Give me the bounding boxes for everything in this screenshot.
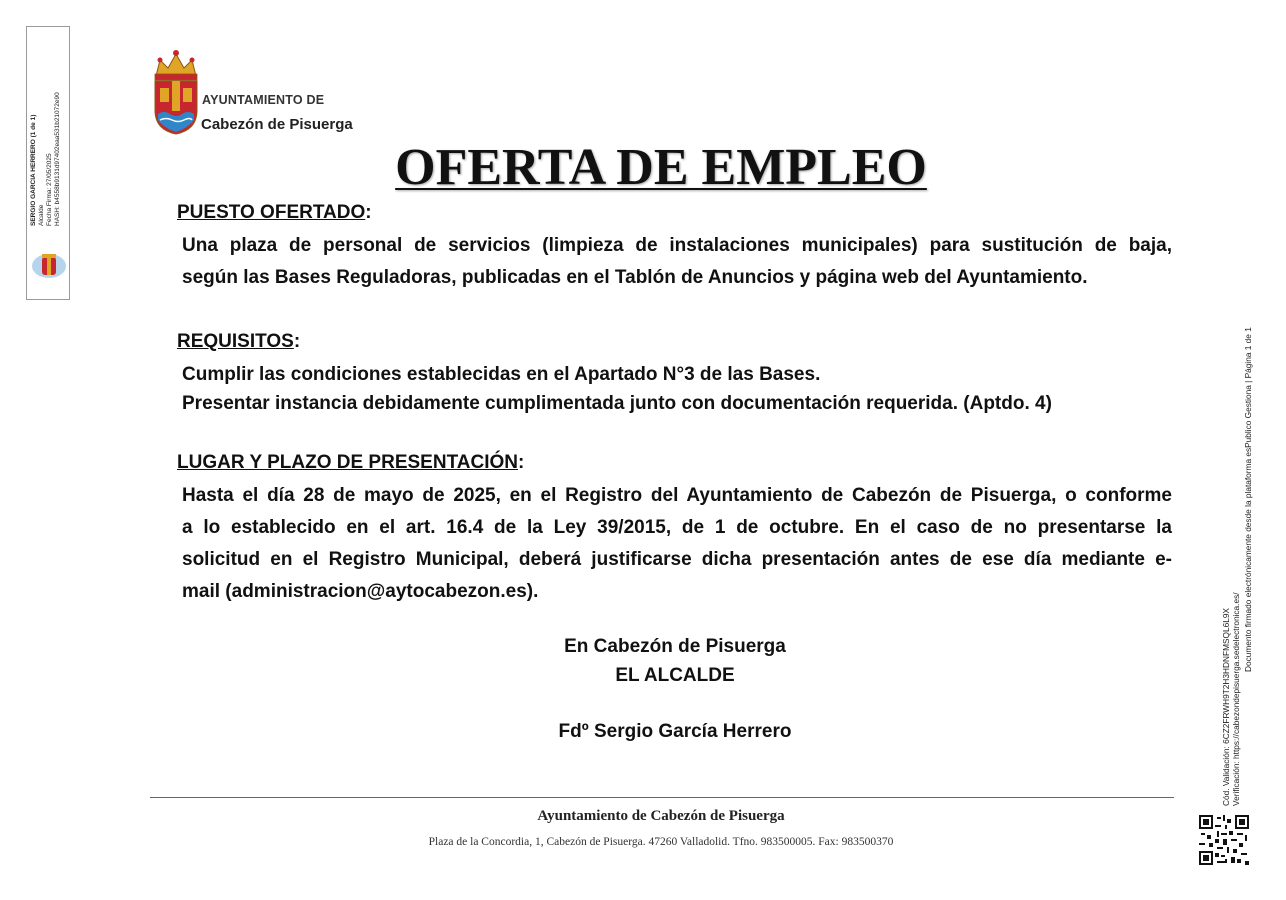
section-body-lugar <box>182 480 1172 608</box>
footer-organization: Ayuntamiento de Cabezón de Pisuerga <box>537 808 785 824</box>
heading-text: REQUISITOS <box>177 331 294 352</box>
body-line: solicitud en el Registro Municipal, deberá justificarse dicha presentación antes de ese día mediante e- <box>182 549 1172 570</box>
logo-subtitle: Cabezón de Pisuerga <box>201 116 353 133</box>
footer-address: Plaza de la Concordia, 1, Cabezón de Pisuerga. 47260 Valladolid. Tfno. 983500005. Fax: 983500370 <box>428 836 894 848</box>
signature-role: EL ALCALDE <box>615 665 735 686</box>
body-line: según las Bases Reguladoras, publicadas en el Tablón de Anuncios y página web del Ayuntamiento. <box>182 267 1088 288</box>
section-body-requisitos <box>182 360 1172 418</box>
validation-url[interactable]: Verificación: https://cabezondepisuerga.sedelectronica.es/ <box>1230 592 1241 806</box>
logo-title: AYUNTAMIENTO DE <box>202 93 325 107</box>
heading-text: PUESTO OFERTADO <box>177 202 366 223</box>
footer-divider <box>150 797 1174 798</box>
document-title: OFERTA DE EMPLEO <box>395 139 927 196</box>
validation-platform: Documento firmado electrónicamente desde la plataforma esPublico Gestiona | Página 1 de 1 <box>1243 327 1253 672</box>
validation-block <box>1222 592 1241 806</box>
signature-place: En Cabezón de Pisuerga <box>564 636 786 657</box>
body-line: Una plaza de personal de servicios (limpieza de instalaciones municipales) para sustitución de baja, <box>182 235 1172 256</box>
signer-role: Alcalde <box>38 204 45 226</box>
small-crest-icon <box>30 252 68 280</box>
body-line: a lo establecido en el art. 16.4 de la Ley 39/2015, de 1 de octubre. En el caso de no presentarse la <box>182 517 1172 538</box>
section-heading-lugar: LUGAR Y PLAZO DE PRESENTACIÓN: <box>177 452 525 473</box>
body-line: Presentar instancia debidamente cumplimentada junto con documentación requerida. (Aptdo. 4) <box>182 393 1052 414</box>
section-heading-requisitos: REQUISITOS: <box>177 331 301 352</box>
qr-code-icon <box>1199 815 1249 865</box>
signature-hash: HASH: b4558b9131d97402eaa531b21072e90 <box>54 92 61 226</box>
coat-of-arms-icon <box>150 48 202 136</box>
signature-date: Fecha Firma: 27/05/2025 <box>46 153 53 226</box>
section-body-puesto <box>182 230 1172 294</box>
heading-text: LUGAR Y PLAZO DE PRESENTACIÓN <box>177 452 518 473</box>
body-line: Cumplir las condiciones establecidas en el Apartado N°3 de las Bases. <box>182 364 821 385</box>
section-heading-puesto: PUESTO OFERTADO: <box>177 202 372 223</box>
signer-name: SERGIO GARCIA HERRERO (1 de 1) <box>30 114 37 226</box>
signature-name: Fdº Sergio García Herrero <box>558 721 792 742</box>
body-line: mail (administracion@aytocabezon.es). <box>182 581 539 602</box>
body-line: Hasta el día 28 de mayo de 2025, en el Registro del Ayuntamiento de Cabezón de Pisuerga, o conforme <box>182 485 1172 506</box>
validation-code: Cód. Validación: 6CZ2FRWH9T2H3HDNFMSQL6L9X <box>1221 608 1231 806</box>
